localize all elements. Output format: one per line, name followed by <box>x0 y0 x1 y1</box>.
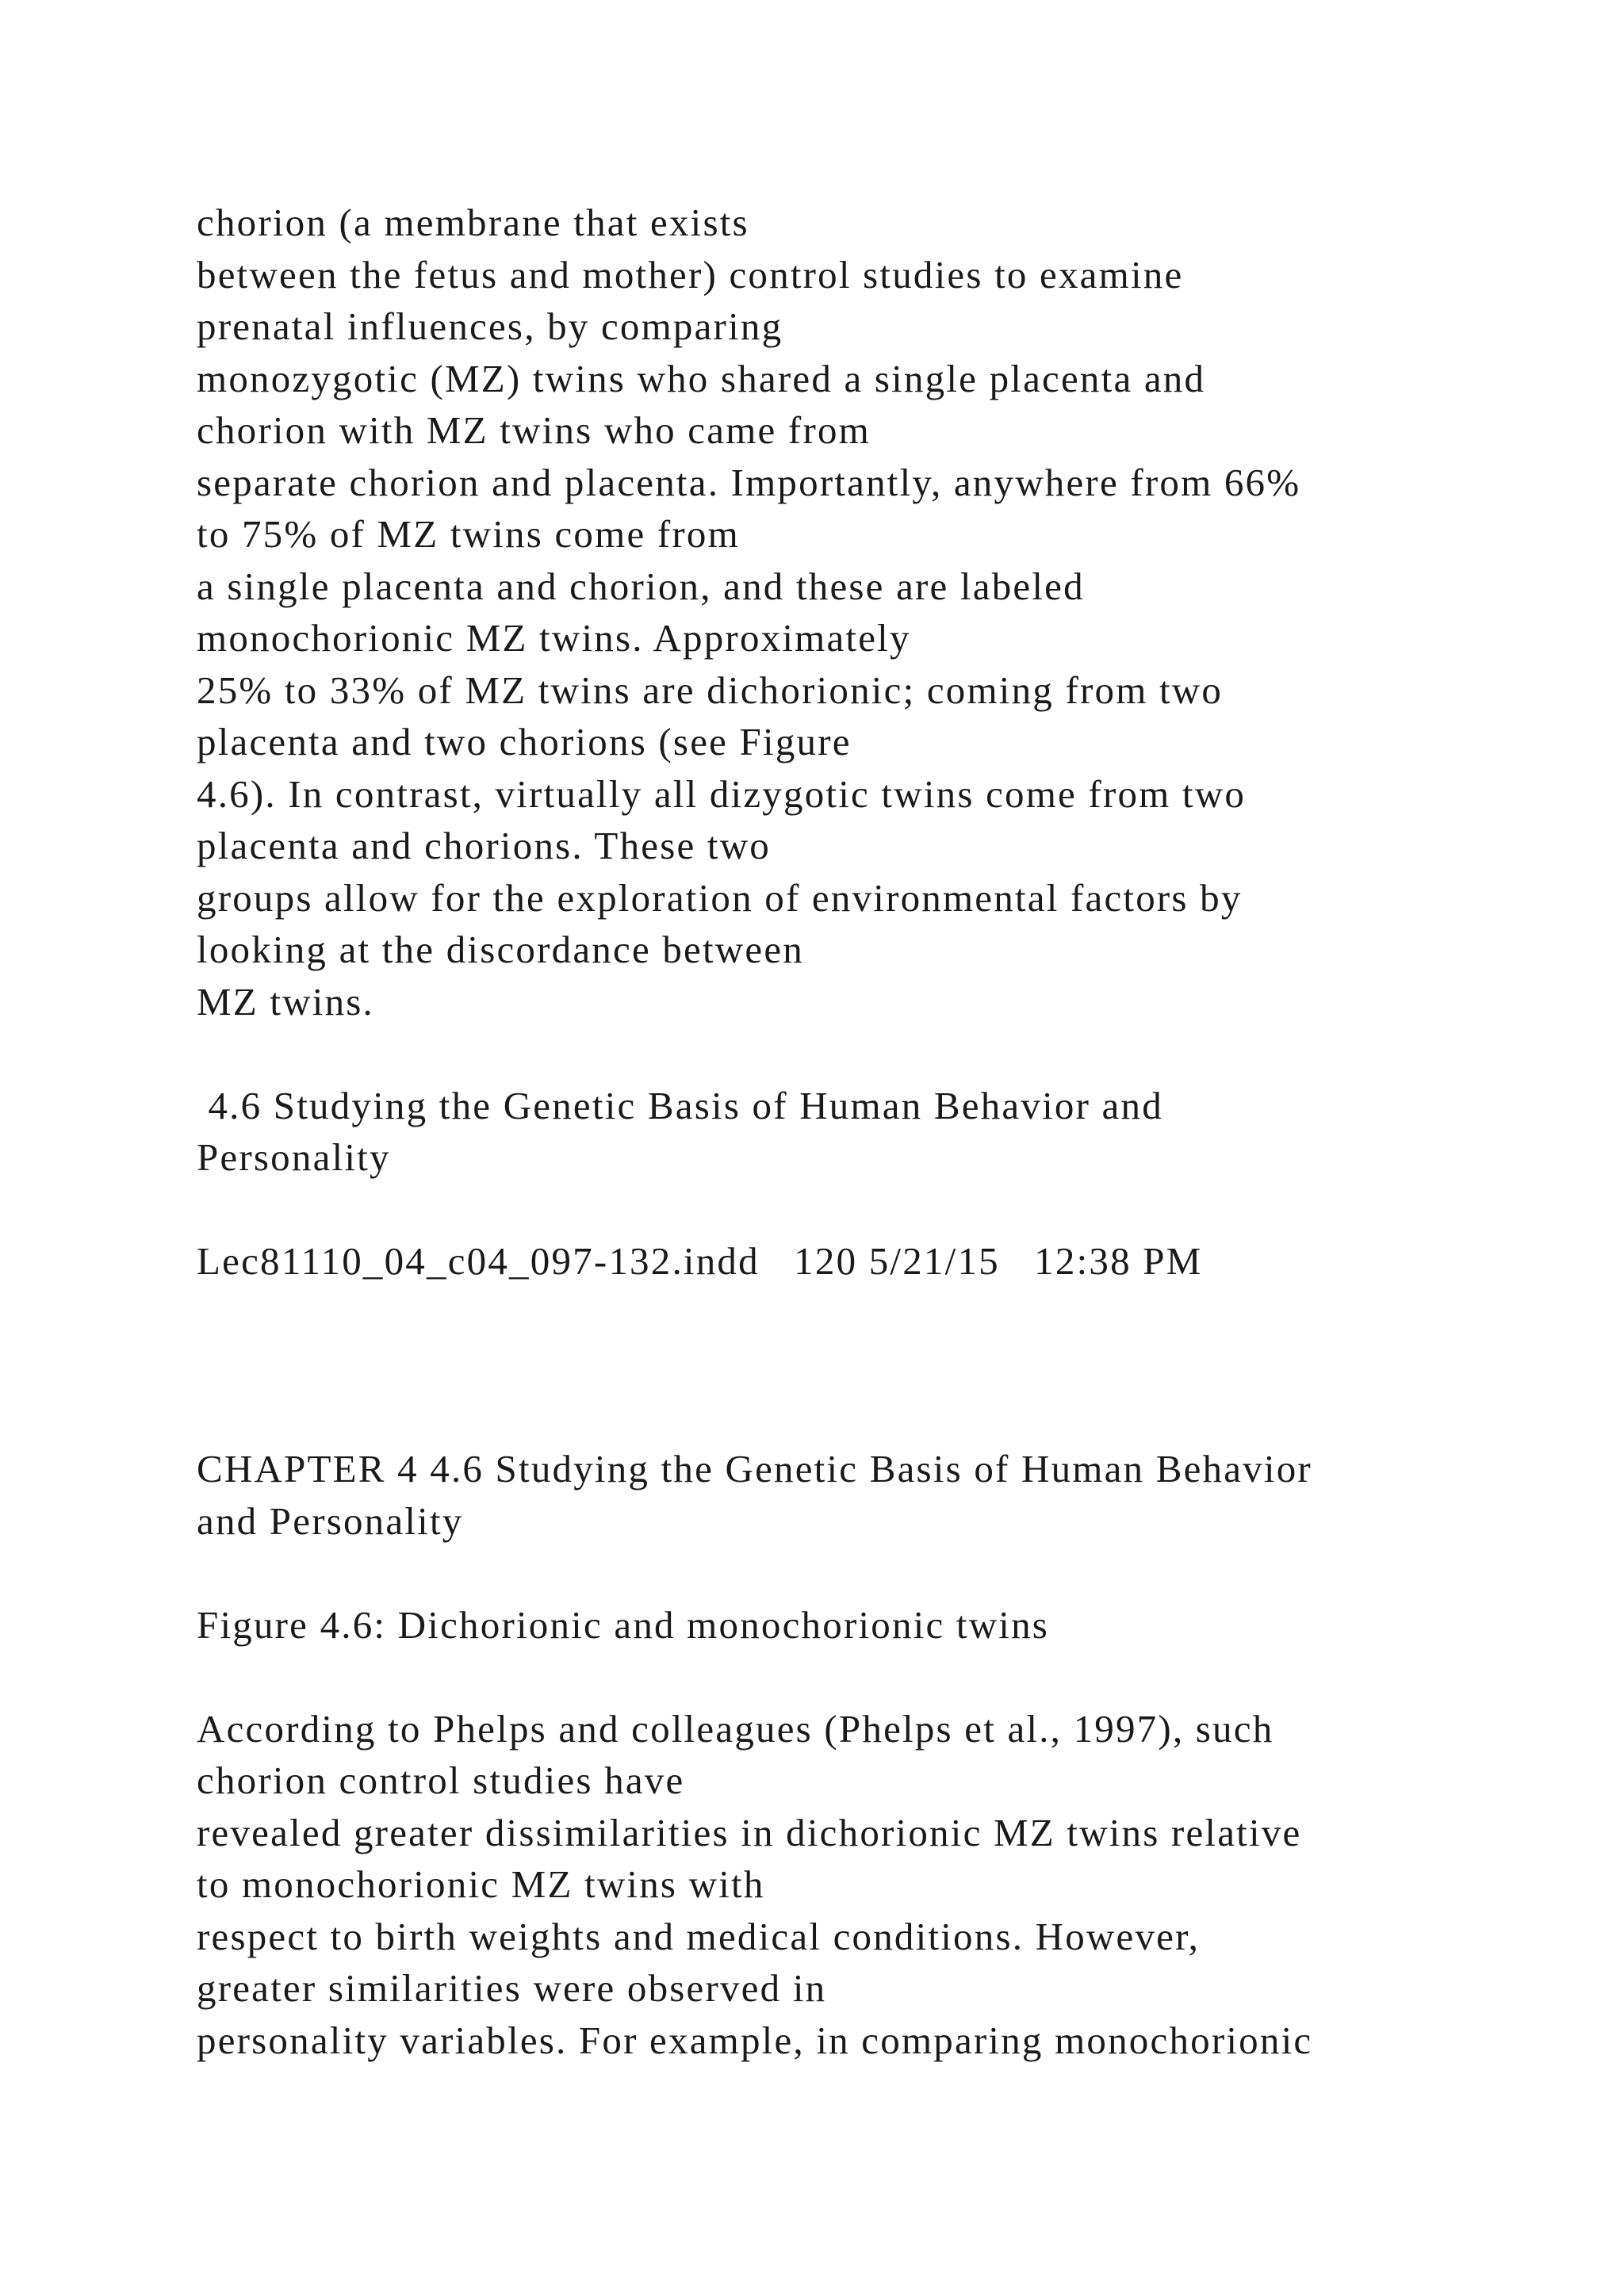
text-line: to monochorionic MZ twins with <box>197 1862 765 1906</box>
text-line: revealed greater dissimilarities in dichorionic MZ twins relative <box>197 1810 1302 1854</box>
body-paragraph <box>197 197 1561 1027</box>
text-line: MZ twins. <box>197 979 374 1024</box>
chapter-header-line: and Personality <box>197 1498 464 1543</box>
text-line: chorion (a membrane that exists <box>197 201 749 244</box>
blank-line <box>197 1184 1561 1236</box>
document-page <box>197 197 1561 2066</box>
text-line: greater similarities were observed in <box>197 1966 827 2010</box>
blank-line <box>197 1547 1561 1599</box>
blank-line <box>197 1027 1561 1080</box>
blank-line <box>197 1288 1561 1340</box>
blank-line <box>197 1391 1561 1444</box>
running-header-line: Personality <box>197 1135 391 1179</box>
text-line: separate chorion and placenta. Importantly, anywhere from 66% <box>197 460 1301 504</box>
text-line: placenta and two chorions (see Figure <box>197 720 852 763</box>
text-line: to 75% of MZ twins come from <box>197 512 740 556</box>
blank-line <box>197 1339 1561 1391</box>
body-paragraph <box>197 1703 1561 2067</box>
text-line: prenatal influences, by comparing <box>197 304 783 348</box>
text-line: a single placenta and chorion, and these are labeled <box>197 564 1085 608</box>
text-line: monozygotic (MZ) twins who shared a single placenta and <box>197 356 1206 400</box>
text-line: chorion with MZ twins who came from <box>197 408 871 452</box>
file-slug: Lec81110_04_c04_097-132.indd 120 5/21/15 12:38 PM <box>197 1239 1203 1283</box>
running-header <box>197 1080 1561 1184</box>
chapter-header <box>197 1443 1561 1547</box>
text-line: between the fetus and mother) control studies to examine <box>197 252 1184 297</box>
text-line: 4.6). In contrast, virtually all dizygotic twins come from two <box>197 771 1247 816</box>
running-header-line: 4.6 Studying the Genetic Basis of Human Behavior and <box>197 1083 1163 1127</box>
text-line: chorion control studies have <box>197 1758 685 1802</box>
chapter-header-line: CHAPTER 4 4.6 Studying the Genetic Basis of Human Behavior <box>197 1447 1312 1490</box>
text-line: 25% to 33% of MZ twins are dichorionic; coming from two <box>197 668 1224 712</box>
text-line: respect to birth weights and medical conditions. However, <box>197 1914 1201 1958</box>
text-line: looking at the discordance between <box>197 928 804 971</box>
text-line: groups allow for the exploration of environmental factors by <box>197 875 1243 920</box>
blank-line <box>197 1651 1561 1703</box>
figure-caption: Figure 4.6: Dichorionic and monochorionic twins <box>197 1602 1050 1647</box>
text-line: personality variables. For example, in comparing monochorionic <box>197 2018 1313 2062</box>
text-line: According to Phelps and colleagues (Phelps et al., 1997), such <box>197 1706 1274 1751</box>
text-line: placenta and chorions. These two <box>197 824 771 867</box>
text-line: monochorionic MZ twins. Approximately <box>197 616 911 660</box>
